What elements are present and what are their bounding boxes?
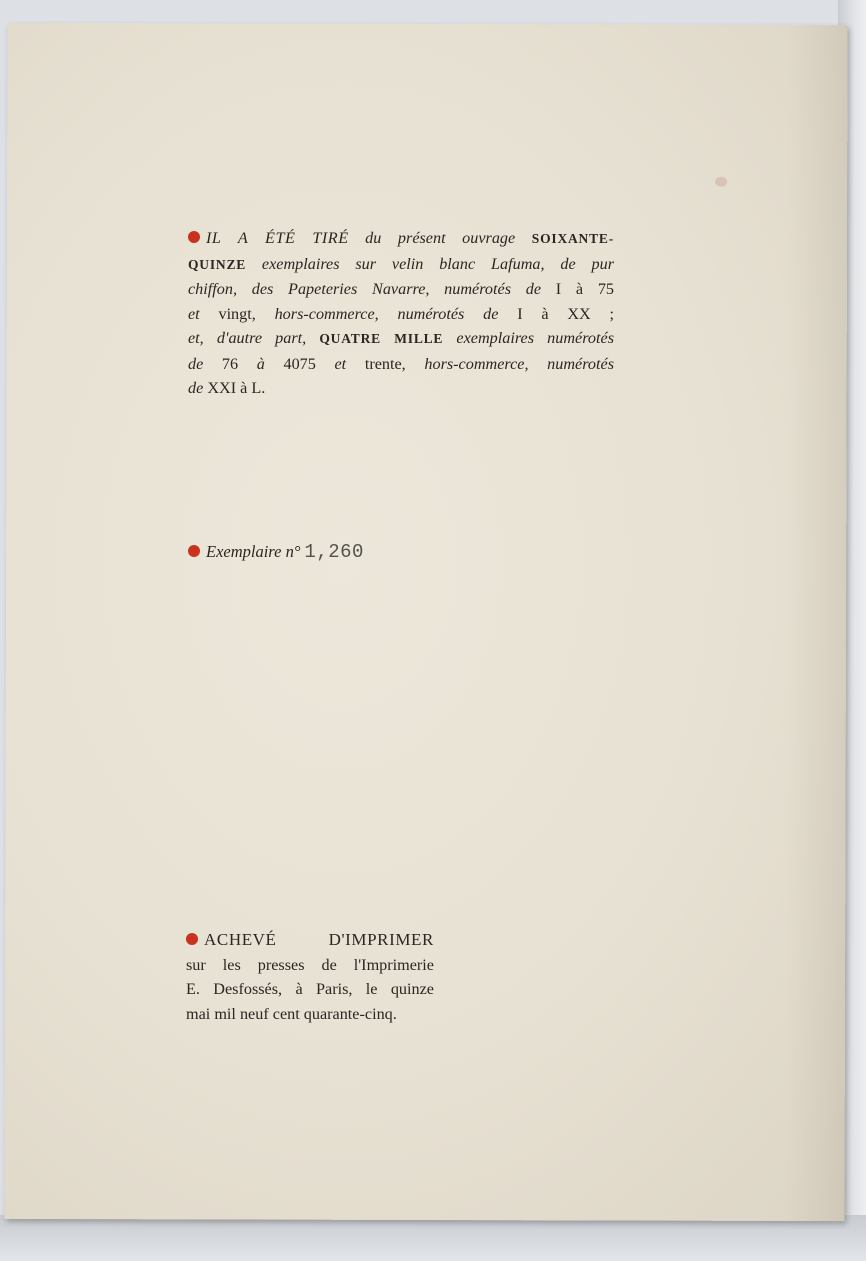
- statement-numeral: 75: [597, 280, 615, 298]
- colophon-line: E. Desfossés, à Paris, le quinze: [186, 980, 434, 998]
- statement-numeral: XX: [567, 304, 591, 323]
- statement-text: à: [238, 354, 284, 373]
- paper-stain: [715, 177, 727, 187]
- page-edge-shadow: [784, 25, 847, 1221]
- statement-text: à: [236, 379, 252, 397]
- statement-line-2: [188, 252, 614, 278]
- statement-line-3: [188, 277, 614, 302]
- statement-text: vingt,: [218, 304, 256, 323]
- statement-text: exemplaires numérotés: [443, 329, 614, 347]
- colophon: [186, 928, 434, 1026]
- statement-text: à: [561, 280, 598, 298]
- backdrop-bottom: [0, 1215, 866, 1261]
- red-bullet-icon: [188, 545, 200, 557]
- statement-text: et, d'autre part,: [188, 329, 320, 347]
- book-page: [4, 23, 847, 1221]
- statement-numeral: L.: [251, 379, 266, 397]
- colophon-title-line: [186, 928, 434, 953]
- colophon-title: ACHEVÉ D'IMPRIMER: [204, 930, 434, 949]
- statement-text: hors-commerce, numérotés: [405, 354, 614, 373]
- statement-small-caps: SOIXANTE-: [531, 231, 615, 246]
- statement-text: trente,: [364, 354, 406, 373]
- colophon-line: mai mil neuf cent quarante-cinq.: [186, 1004, 397, 1023]
- statement-text: et: [188, 304, 219, 323]
- statement-text: à: [522, 304, 568, 323]
- statement-line-6: [188, 352, 614, 377]
- statement-text: exemplaires sur velin blanc Lafuma, de pur: [246, 254, 614, 273]
- statement-numeral: XXI: [207, 379, 237, 397]
- statement-numeral: I: [555, 280, 562, 298]
- statement-text: chiffon, des Papeteries Navarre, numérotés de: [188, 280, 556, 298]
- statement-text: de: [188, 354, 222, 373]
- statement-numeral: 76: [221, 354, 239, 373]
- red-bullet-icon: [186, 933, 198, 945]
- colophon-line: sur les presses de l'Imprimerie: [186, 955, 434, 974]
- statement-numeral: 4075: [283, 354, 316, 373]
- copy-number-label: Exemplaire n°: [206, 542, 301, 561]
- statement-text: et: [315, 354, 365, 373]
- statement-numeral: I: [517, 304, 523, 323]
- copy-number-line: [188, 541, 364, 563]
- copy-number-value: 1,260: [304, 541, 364, 563]
- red-bullet-icon: [188, 231, 200, 243]
- statement-line-4: [188, 302, 614, 327]
- statement-lead: IL A ÉTÉ TIRÉ: [206, 229, 349, 247]
- statement-small-caps: QUINZE: [188, 256, 247, 272]
- statement-text: de: [188, 379, 208, 397]
- statement-line-7: [188, 376, 614, 401]
- statement-line-5: [188, 326, 614, 352]
- statement-text: ;: [590, 304, 614, 323]
- statement-text: hors-commerce, numérotés de: [255, 304, 518, 323]
- statement-small-caps: QUATRE MILLE: [319, 331, 444, 346]
- limitation-statement: [188, 226, 614, 401]
- statement-line-1: [188, 226, 614, 252]
- statement-text: du présent ouvrage: [348, 229, 532, 247]
